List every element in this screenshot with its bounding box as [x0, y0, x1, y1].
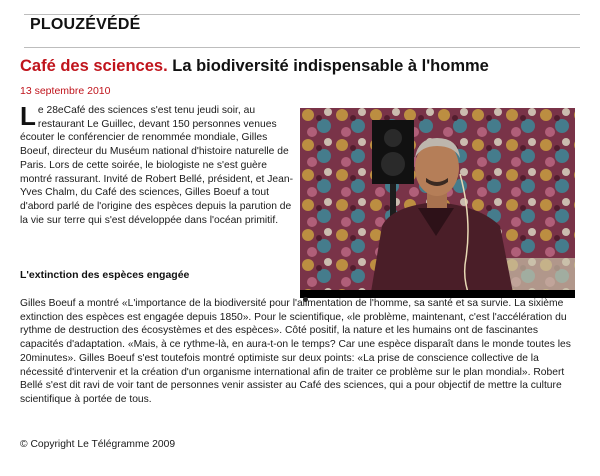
article-body: Gilles Boeuf a montré «L'importance de la biodiversité pour l'alimentation de l'homme, sa santé et sa survie. La sixième extinction des espèces est engagée depuis 1850». Pour le scientifique, «le problème, maintenant, c'est l'accélération du rythme de destruction des écosystèmes et des espèces». Côté positif, la nature et les humains ont de fascinantes capacités d'adaptation. «Mais, à ce rythme-là, en aura-t-on le temps? Car une espèce disparaît dans le monde toutes les 20minutes». Gilles Boeuf s'est toutefois montré optimiste sur deux points: «La prise de conscience collective de la nécessité d'intervenir et la création d'un organisme international afin de traiter ce problème sur le plan mondial». Robert Bellé s'est dit ravi de voir tant de personnes venir assister au Café des sciences, qui a pour objectif de mettre la culture scientifique à portée de tous. [20, 298, 571, 405]
copyright-notice: © Copyright Le Télégramme 2009 [20, 439, 176, 450]
speaker-photo-illustration [300, 108, 575, 298]
section-divider [24, 47, 580, 48]
drop-cap: L [20, 101, 36, 131]
section-title: PLOUZÉVÉDÉ [30, 16, 141, 33]
article-headline [20, 57, 590, 76]
headline-kicker: Café des sciences. [20, 57, 168, 75]
intro-text: e 28eCafé des sciences s'est tenu jeudi soir, au restaurant Le Guillec, devant 150 personnes venues écouter le conférencier de renommée mondiale, Gilles Boeuf, directeur du Muséum national d'histoire naturelle de Paris. Lors de cette soirée, le biologiste ne s'est guère montré rassurant. Invité de Robert Bellé, président, et Jean-Yves Chalm, du Café des sciences, Gilles Boeuf a tout d'abord parlé de l'origine des espèces depuis la parution de la vie sur terre qui s'est développée dans l'océan primitif. [20, 105, 294, 226]
article-photo [300, 108, 575, 298]
headline-title: La biodiversité indispensable à l'homme [172, 57, 489, 75]
article-intro [20, 101, 296, 227]
article-date: 13 septembre 2010 [20, 85, 111, 97]
top-divider [24, 14, 580, 15]
article-subheading: L'extinction des espèces engagée [20, 269, 190, 281]
